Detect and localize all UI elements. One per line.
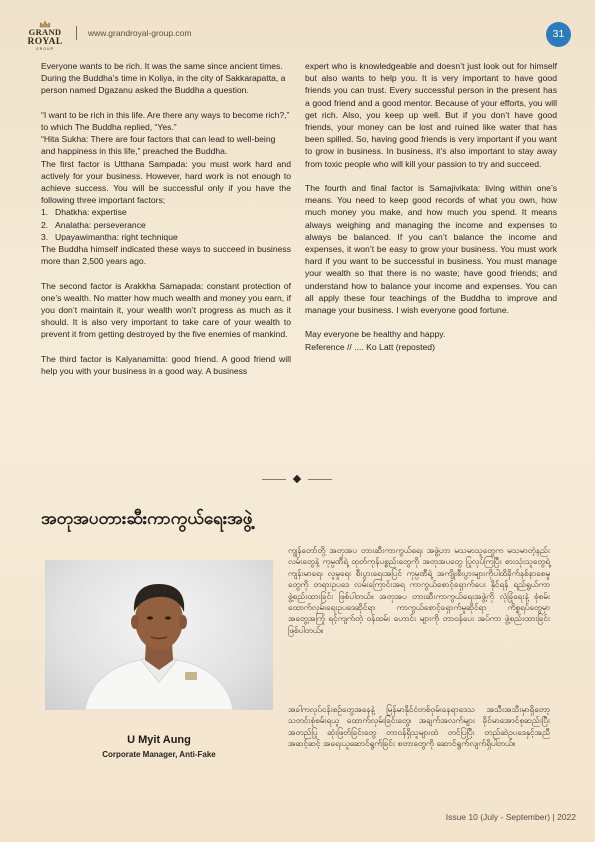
paragraph: “I want to be rich in this life. Are there any ways to become rich?,” to which The Buddha replied, “Yes.” [41,109,290,132]
portrait-photo [45,560,273,710]
paragraph: The second factor is Arakkha Samapada: constant protection of one’s wealth. No matter how much wealth and money you earn, if you don’t maintain it, your wealth won’t progress as much as it should. It is also very important to take care of your wealth to prevent it from getting destroyed by the five enemies of mankind. [41,280,291,340]
paragraph: expert who is knowledgeable and doesn’t just look out for himself but also wants to help you. It is very important to have good friends you can trust. Every successful person in the present has a good friend and a good mentor. Because of your efforts, you will get rich. Also, you keep up well. But if you don’t have good friends, your money can be lost and ruined like water that has been spilled. So, having good friends is very important if you want to grow in business. In business, it’s also important to stay away from toxic people who will kill your passion to try and succeed. [305,61,557,169]
paragraph: Everyone wants to be rich. It was the same since ancient times. During the Buddha’s time in Koliya, in the city of Sakkarapatta, a person named Dgazanu asked the Buddha a question. [41,61,286,96]
list-item: 1. Dhatkha: expertise [41,207,127,218]
section-title: အတုအပတားဆီးကာကွယ်ရေးအဖွဲ့ [41,509,253,529]
page-number-badge: 31 [546,22,571,47]
footer-separator: | [552,812,558,822]
myanmar-paragraph-2: အခါကလုပ်ငန်းစဉ်တွေအနေနဲ့ မြန်မာနိုင်ငံတစ်ဝှမ်းနေရာဒေသ အသီးအသီးမှာရှိတော့ သတင်းစုံစမ်းရယူ ထောက်လှမ်းခြင်းတွေ၊ အချက်အလက်များ ခိုင်မာအောင်စုဆည်းပြီး အတည်ပြု ဆုံးဖြတ်ခြင်းတွေ တာဝန်ရှိသူများထံ တင်ပြပြီး တည်ဆဲဥပဒေနှင့်အညီ အဆင့်ဆင့် အရေးယူဆောင်ရွက်ခြင်း စတာတွေကို ဆောင်ရွက်လျက်ရှိပါတယ်။ [288,704,550,749]
page-header [0,0,595,50]
grand-royal-logo [22,20,68,52]
divider-line [262,479,286,480]
paragraph: “Hita Sukha: There are four factors that can lead to well-being and happiness in this life,” preached the Buddha. [41,134,276,157]
section-divider [0,474,595,486]
factors-list [41,206,291,243]
website-url[interactable]: www.grandroyal-group.com [88,28,192,38]
logo-text-royal: ROYAL [27,37,63,47]
page-footer [340,812,576,822]
diamond-icon [293,475,301,483]
paragraph: The third factor is Kalyanamitta: good friend. A good friend will help you with your business in a good way. A business [41,353,291,377]
logo-text-grand: GRAND [28,27,62,37]
myanmar-paragraph-1: ကျွန်တော်တို့ အတုအပ တားဆီးကာကွယ်ရေး အဖွဲ့ဟာ မသမာသူတွေက မသမာတဲ့နည်းလမ်းတွေနဲ့ ကုမ္ပဏီရဲ့ ထုတ်ကုန်ပစ္စည်းတွေကို အတုအပတွေ ပြုလုပ်ကြပြီး စားသုံးသူတွေရဲ့ ကျန်းမာရေး လူမှုရေး စီးပွားရေးအပြင် ကုမ္ပဏီရဲ့ အကျိုးစီးပွားများကိုပါထိခိုက်နစ်နာစေမှုတွေကို တရားဥပဒေ လမ်းကြောင်းအရ ကာကွယ်စောင့်ရှောက်ပေး နိုင်ရန် ရည်ရွယ်ကာဖွဲ့စည်းထားခြင်း ဖြစ်ပါတယ်။ အတုအပ တားဆီးကာကွယ်ရေးအဖွဲ့ကို လုံခြုံရေးနဲ့ စုံစမ်းထောက်လှမ်းရေးဥပဒေဆိုင်ရာ ကာကွယ်စောင့်ရှောက်မှုဆိုင်ရာ ကိစ္စရပ်တွေမှာ အတွေ့အကြုံ ရင့်ကျက်တဲ့ ဝန်ထမ်း ဟောင်း များကို တာဝန်ပေး အပ်ကာ ဖွဲ့စည်းထားခြင်းဖြစ်ပါတယ်။ [288,545,550,635]
paragraph: The first factor is Utthana Sampada: you must work hard and actively for your business. However, hard work is not enough to achieve success. You will be successful only if you have the following three important factors; [41,158,291,206]
reference-line: Reference // .... Ko Latt (reposted) [305,341,435,352]
article-right-column [305,60,557,353]
list-item: 3. Upayawimantha: right technique [41,231,178,242]
person-role: Corporate Manager, Anti-Fake [102,750,216,759]
article-left-column [41,60,291,389]
paragraph: The fourth and final factor is Samajivikata: living within one’s means. You need to keep good records of what you own, how much money you make, and how much you spend. It means always weighing and managing the income and expenses to always be balanced. If you can’t balance the income and expenses, it won’t be easy to grow your business. You must work hard if you want to be successful in business. You must manage your wealth so that there is no waste; have good friends; and understand how to balance your income and expenses. You can all apply these four teachings of the Buddha to improve and manage your business. I wish everyone good fortune. [305,183,557,316]
header-separator [76,26,77,40]
person-name: U Myit Aung [127,734,191,746]
issue-label: Issue 10 (July - September) [445,812,551,822]
logo-text-group: GROUP [36,47,54,51]
portrait-illustration [45,560,273,710]
list-item: 2. Analatha: perseverance [41,219,146,230]
issue-year: 2022 [557,812,576,822]
paragraph: May everyone be healthy and happy. [305,329,446,340]
divider-line [308,479,332,480]
paragraph: The Buddha himself indicated these ways to succeed in business more than 2,500 years ago. [41,244,291,267]
